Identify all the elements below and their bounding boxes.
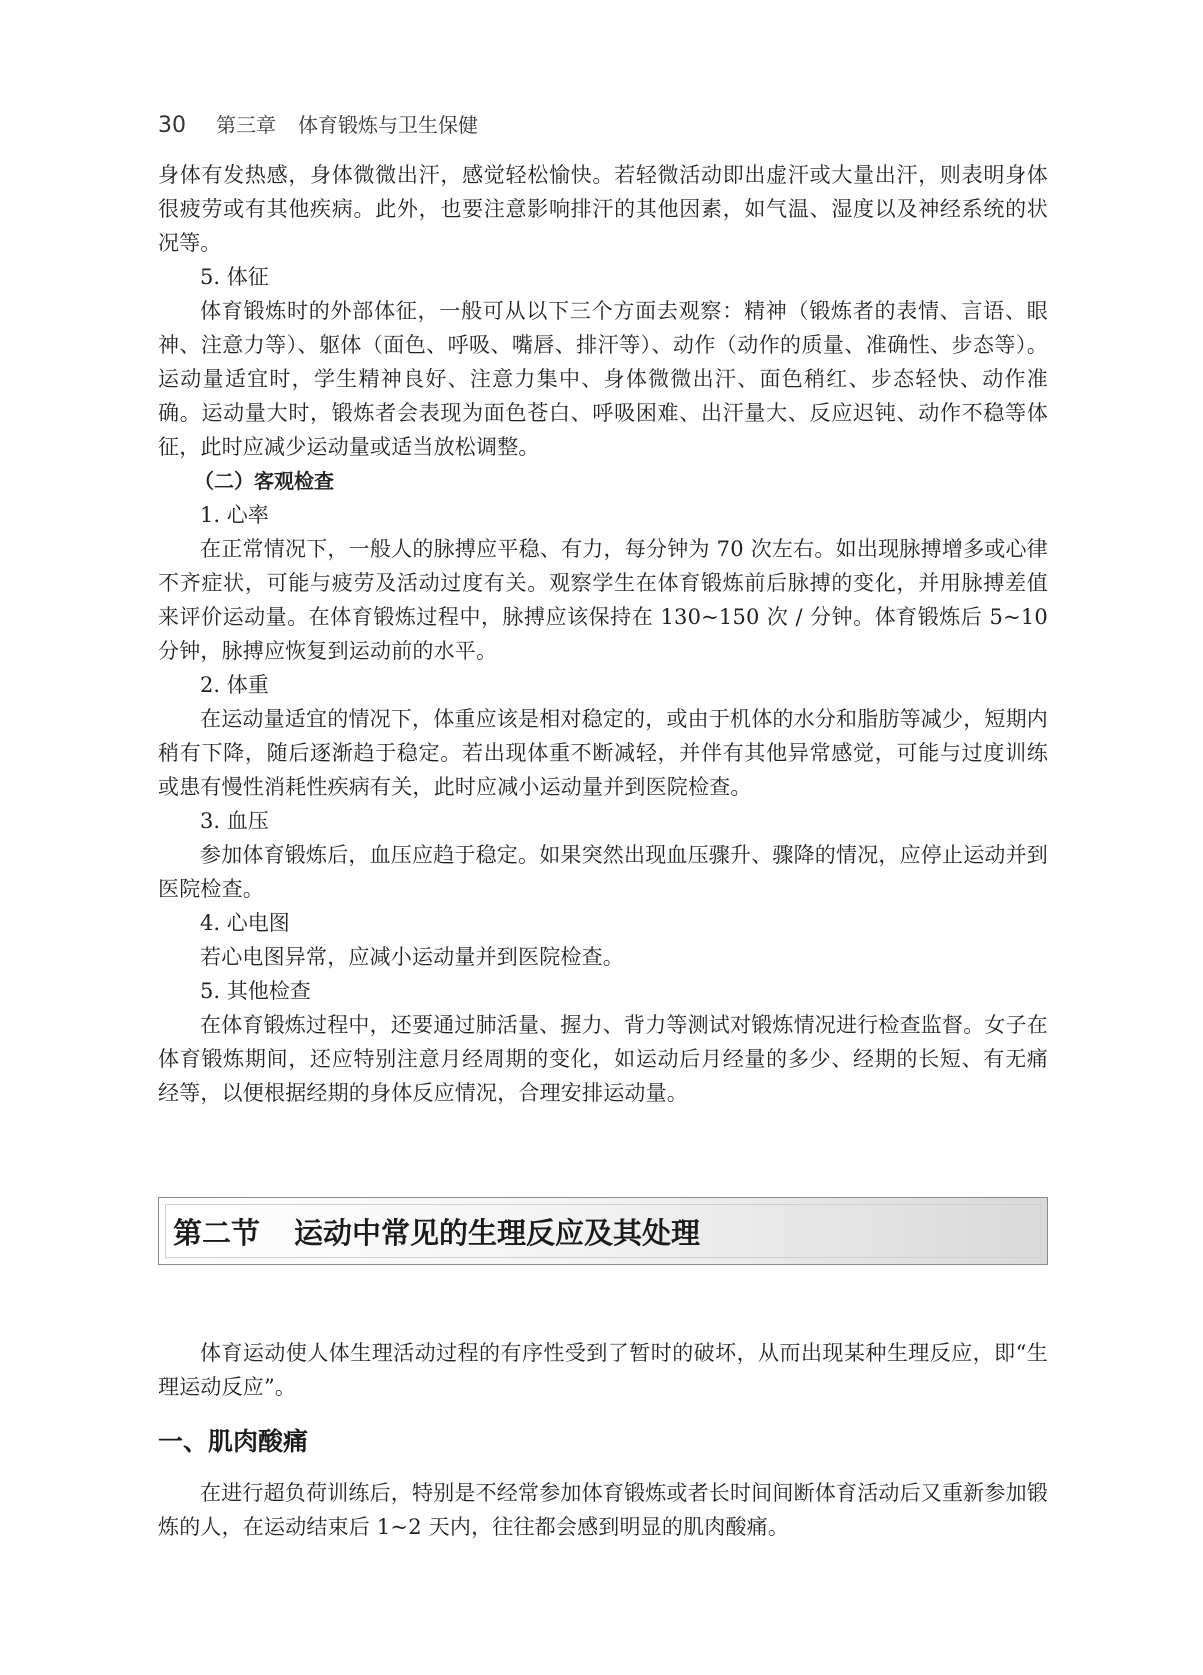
item-heading: 5. 其他检查 <box>200 979 311 1003</box>
section-title-text: 运动中常见的生理反应及其处理 <box>294 1216 701 1250</box>
item-heading: 1. 心率 <box>200 503 269 527</box>
item-heading: 5. 体征 <box>200 265 269 289</box>
section-number: 第二节 <box>173 1216 261 1250</box>
running-header <box>158 109 478 139</box>
paragraph: 在体育锻炼过程中，还要通过肺活量、握力、背力等测试对锻炼情况进行检查监督。女子在体育锻炼期间，还应特别注意月经周期的变化，如运动后月经量的多少、经期的长短、有无痛经等，以便根据经期的身体反应情况，合理安排运动量。 <box>158 1013 1048 1105</box>
section-intro-paragraph: 体育运动使人体生理活动过程的有序性受到了暂时的破坏，从而出现某种生理反应，即“生理运动反应”。 <box>158 1341 1048 1399</box>
section-title-box <box>158 1197 1048 1265</box>
body-text-top <box>158 158 1048 1110</box>
paragraph: 在正常情况下，一般人的脉搏应平稳、有力，每分钟为 70 次左右。如出现脉搏增多或心律不齐症状，可能与疲劳及活动过度有关。观察学生在体育锻炼前后脉搏的变化，并用脉搏差值来评价运动量。在体育锻炼过程中，脉搏应该保持在 130~150 次 / 分钟。体育锻炼后 5~10 分钟，脉搏应恢复到运动前的水平。 <box>158 537 1048 663</box>
item-heading: 4. 心电图 <box>200 911 290 935</box>
chapter-title: 体育锻炼与卫生保健 <box>298 113 478 137</box>
subsection-heading: （二）客观检查 <box>194 469 334 493</box>
paragraph: 在运动量适宜的情况下，体重应该是相对稳定的，或由于机体的水分和脂肪等减少，短期内稍有下降，随后逐渐趋于稳定。若出现体重不断减轻，并伴有其他异常感觉，可能与过度训练或患有慢性消耗性疾病有关，此时应减小运动量并到医院检查。 <box>158 707 1048 799</box>
page-number: 30 <box>158 113 186 138</box>
item-heading: 2. 体重 <box>200 673 269 697</box>
item-heading: 3. 血压 <box>200 809 269 833</box>
paragraph: 参加体育锻炼后，血压应趋于稳定。如果突然出现血压骤升、骤降的情况，应停止运动并到医院检查。 <box>158 843 1048 901</box>
section-title <box>173 1211 700 1252</box>
body-text-bottom <box>158 1336 1048 1544</box>
paragraph: 若心电图异常，应减小运动量并到医院检查。 <box>200 945 624 969</box>
chapter-label: 第三章 <box>216 113 276 137</box>
level1-heading: 一、肌肉酸痛 <box>158 1427 309 1456</box>
paragraph: 在进行超负荷训练后，特别是不经常参加体育锻炼或者长时间间断体育活动后又重新参加锻炼的人，在运动结束后 1~2 天内，往往都会感到明显的肌肉酸痛。 <box>158 1481 1048 1539</box>
paragraph-continued: 身体有发热感，身体微微出汗，感觉轻松愉快。若轻微活动即出虚汗或大量出汗，则表明身体很疲劳或有其他疾病。此外，也要注意影响排汗的其他因素，如气温、湿度以及神经系统的状况等。 <box>158 163 1048 255</box>
paragraph: 体育锻炼时的外部体征，一般可从以下三个方面去观察：精神（锻炼者的表情、言语、眼神、注意力等）、躯体（面色、呼吸、嘴唇、排汗等）、动作（动作的质量、准确性、步态等）。运动量适宜时，学生精神良好、注意力集中、身体微微出汗、面色稍红、步态轻快、动作准确。运动量大时，锻炼者会表现为面色苍白、呼吸困难、出汗量大、反应迟钝、动作不稳等体征，此时应减少运动量或适当放松调整。 <box>158 299 1048 459</box>
